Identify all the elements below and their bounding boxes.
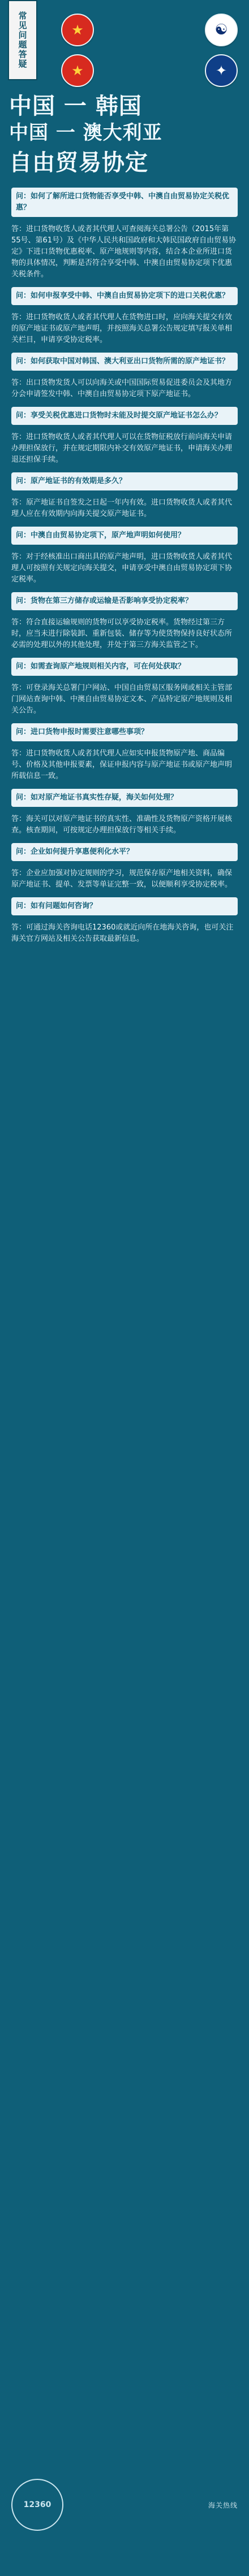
faq-answer: 答：进口货物收货人或者其代理人应如实申报货物原产地、商品编号、价格及其他申报要素，保证申报内容与原产地证书或原产地声明所载信息一致。 <box>11 749 233 780</box>
faq-answer: 答：出口货物发货人可以向海关或中国国际贸易促进委员会及其地方分会申请签发中韩、中澳自由贸易协定项下原产地证书。 <box>11 379 233 398</box>
heading-line-china-australia: 中国 一 澳大利亚 <box>9 121 162 144</box>
faq-answer: 答：符合直接运输规则的货物可以享受协定税率。货物经过第三方时，应当未进行除装卸、重新包装、储存等为使货物保持良好状态所必需的处理以外的其他处理，并处于第三方海关监管之下。 <box>11 618 233 649</box>
faq-question: 问：如何申报享受中韩、中澳自由贸易协定项下的进口关税优惠？ <box>11 287 238 305</box>
hotline-brand: 海关热线 <box>208 2501 238 2509</box>
flag-row-top <box>61 14 238 46</box>
faq-question: 问：如何了解所进口货物能否享受中韩、中澳自由贸易协定关税优惠？ <box>11 188 238 217</box>
faq-ribbon <box>8 0 37 80</box>
faq-answer: 答：原产地证书自签发之日起一年内有效。进口货物收货人或者其代理人应在有效期内向海关提交原产地证书。 <box>11 498 233 518</box>
faq-question: 问：中澳自由贸易协定项下，原产地声明如何使用？ <box>11 527 238 545</box>
china-flag-icon: ★ <box>61 54 94 87</box>
faq-question: 问：进口货物申报时需要注意哪些事项？ <box>11 723 238 741</box>
faq-answer: 答：对于经核准出口商出具的原产地声明，进口货物收货人或者其代理人可按照有关规定向海关提交，申请享受中澳自由贸易协定项下协定税率。 <box>11 553 233 584</box>
faq-answer: 答：进口货物收货人或者其代理人在货物进口时，应向海关提交有效的原产地证书或原产地声明，并按照海关总署公告规定填写报关单相关栏目，申请享受协定税率。 <box>11 313 233 344</box>
faq-ribbon-label: 常见问题答疑 <box>17 11 28 69</box>
australia-flag-icon: ✦ <box>205 54 238 87</box>
heading-line-china-korea: 中国 一 韩国 <box>9 93 142 119</box>
flag-row-middle <box>61 54 238 87</box>
faq-answer: 答：海关可以对原产地证书的真实性、准确性及货物原产资格开展核查。核查期间，可按规定办理担保放行等相关手续。 <box>11 815 233 835</box>
korea-flag-icon: ☯ <box>205 14 238 46</box>
faq-question: 问：货物在第三方储存或运输是否影响享受协定税率？ <box>11 592 238 610</box>
faq-question: 问：如需查询原产地规则相关内容，可在何处获取？ <box>11 658 238 676</box>
heading-line-fta: 自由贸易协定 <box>9 150 148 176</box>
faq-question: 问：企业如何提升享惠便利化水平？ <box>11 843 238 861</box>
hotline-logo-text: 12360 <box>23 2500 51 2509</box>
footer <box>11 2479 238 2531</box>
faq-question: 问：享受关税优惠进口货物时未能及时提交原产地证书怎么办？ <box>11 407 238 425</box>
faq-question: 问：如对原产地证书真实性存疑，海关如何处理？ <box>11 789 238 807</box>
faq-answer: 答：可通过海关咨询电话12360或就近向所在地海关咨询，也可关注海关官方网站及相关公告获取最新信息。 <box>11 923 234 943</box>
faq-answer: 答：进口货物收货人或者其代理人可查阅海关总署公告（2015年第55号、第61号）及《中华人民共和国政府和大韩民国政府自由贸易协定》下进口货物优惠税率、原产地规则等内容，结合本企业所进口货物的具体情况，判断是否符合享受中韩、中澳自由贸易协定项下优惠关税条件。 <box>11 225 237 279</box>
faq-question: 问：如何获取中国对韩国、澳大利亚出口货物所需的原产地证书？ <box>11 353 238 371</box>
hotline-logo-icon <box>11 2479 63 2531</box>
china-flag-icon: ★ <box>61 14 94 46</box>
faq-question: 问：原产地证书的有效期是多久？ <box>11 472 238 490</box>
faq-question: 问：如有问题如何咨询？ <box>11 897 238 915</box>
faq-content <box>11 188 238 952</box>
page-heading <box>9 93 240 176</box>
faq-answer: 答：进口货物收货人或者其代理人可以在货物征税放行前向海关申请办理担保放行，并在规定期限内补交有效原产地证书，申请海关办理退还担保手续。 <box>11 433 233 464</box>
faq-answer: 答：企业应加强对协定规则的学习，规范保存原产地相关资料，确保原产地证书、提单、发票等单证完整一致，以便顺利享受协定税率。 <box>11 869 233 889</box>
faq-answer: 答：可登录海关总署门户网站、中国自由贸易区服务网或相关主管部门网站查询中韩、中澳自由贸易协定文本、产品特定原产地规则及相关公告。 <box>11 684 233 715</box>
